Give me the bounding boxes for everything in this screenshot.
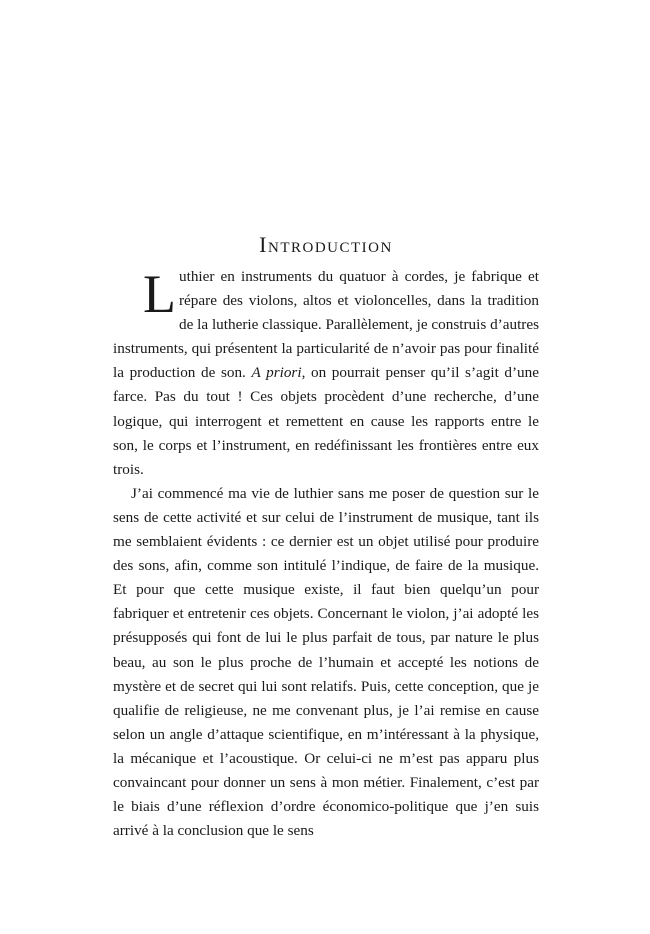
chapter-body	[113, 265, 539, 843]
paragraph-1-text-start: uthier en instruments du quatuor à cordes, je fabrique et répare des violons, altos et violoncelles, dans la tradition de la lutherie classique. Parallèlement, je construis d’autres instruments, qui présentent la particularité de n’avoir pas pour finalité la production de son.	[113, 268, 539, 382]
italic-phrase: A priori	[251, 364, 302, 382]
paragraph-2: J’ai commencé ma vie de luthier sans me poser de question sur le sens de cette activité et sur celui de l’instrument de musique, tant ils me semblaient évidents : ce dernier est un objet utilisé pour produire des sons, afin, comme son intitulé l’indique, de faire de la musique. Et pour que cette musique existe, il faut bien quelqu’un pour fabriquer et entretenir ces objets. Concernant le violon, j’ai adopté les présupposés qui font de lui le plus parfait de tous, par nature le plus beau, au son le plus proche de l’humain et accepté les notions de mystère et de secret qui lui sont relatifs. Puis, cette conception, que je qualifie de religieuse, ne me convenant plus, je l’ai remise en cause selon un angle d’attaque scientifique, en m’intéressant à la physique, la mécanique et l’acoustique. Or celui-ci ne m’est pas apparu plus convaincant pour donner un sens à mon métier. Finalement, c’est par le biais d’une réflexion d’ordre économico-politique que j’en suis arrivé à la conclusion que le sens	[113, 484, 539, 840]
chapter-title: Introduction	[259, 231, 393, 257]
paragraph-1-text-end: , on pourrait penser qu’il s’agit d’une farce. Pas du tout ! Ces objets procèdent d’une recherche, d’une logique, qui interrogent et remettent en cause les rapports entre le son, le corps et l’instrument, en redéfinissant les frontières entre eux trois.	[113, 364, 539, 478]
book-page	[113, 0, 539, 934]
drop-cap: L	[143, 264, 176, 324]
paragraph-1	[113, 265, 539, 482]
